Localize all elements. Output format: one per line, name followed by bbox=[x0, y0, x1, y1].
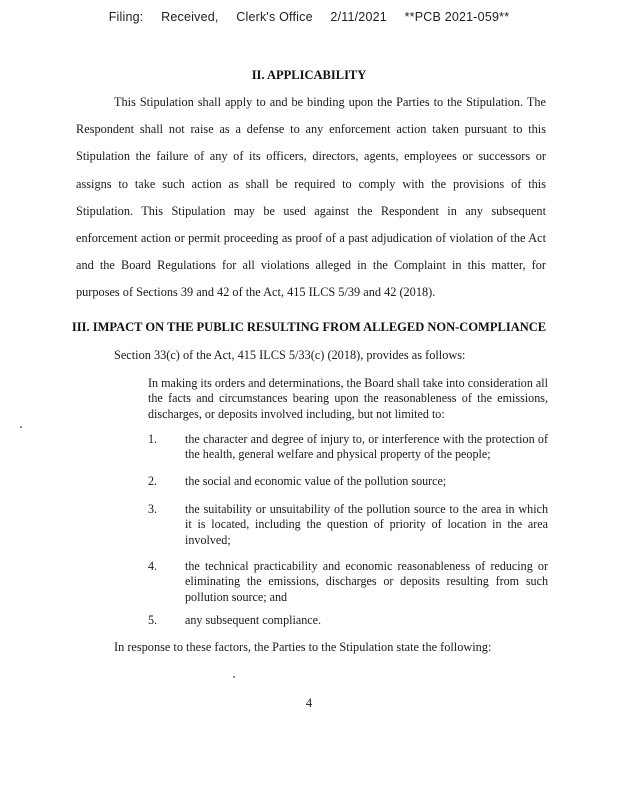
scan-speck bbox=[20, 426, 22, 428]
scan-speck bbox=[233, 676, 235, 678]
factor-number: 4. bbox=[148, 559, 158, 573]
filing-header bbox=[0, 10, 618, 24]
response-statement: In response to these factors, the Parties to the Stipulation state the following: bbox=[114, 640, 492, 654]
factor-text: the suitability or unsuitability of the pollution source to the area in which it is located, including the question of priority of location in the area involved; bbox=[185, 502, 548, 547]
filing-date: 2/11/2021 bbox=[330, 10, 387, 24]
factor-number: 3. bbox=[148, 502, 158, 516]
section-heading-impact: III. IMPACT ON THE PUBLIC RESULTING FROM ALLEGED NON-COMPLIANCE bbox=[71, 320, 547, 334]
factor-text: any subsequent compliance. bbox=[185, 613, 322, 627]
board-consideration-quote: In making its orders and determinations, the Board shall take into consideration all the facts and circumstances bearing upon the reasonableness of the emissions, discharges, or deposits involved including, but not limited to: bbox=[148, 376, 549, 421]
factor-text: the social and economic value of the pollution source; bbox=[185, 474, 447, 488]
page-number: 4 bbox=[305, 696, 313, 710]
applicability-paragraph: This Stipulation shall apply to and be binding upon the Parties to the Stipulation. The Respondent shall not raise as a defense to any enforcement action taken pursuant to this Stipulation the failure of any of its officers, directors, agents, employees or successors or assigns to take such action as shall be required to comply with the provisions of this Stipulation. This Stipulation may be used against the Respondent in any subsequent enforcement action or permit proceeding as proof of a past adjudication of violation of the Act and the Board Regulations for all violations alleged in the Complaint in this matter, for purposes of Sections 39 and 42 of the Act, 415 ILCS 5/39 and 42 (2018). bbox=[76, 95, 546, 300]
factor-number: 1. bbox=[148, 432, 158, 446]
section-heading-applicability: II. APPLICABILITY bbox=[251, 68, 367, 82]
received-label: Received, bbox=[161, 10, 219, 24]
clerks-office-label: Clerk's Office bbox=[236, 10, 313, 24]
docket-number: **PCB 2021-059** bbox=[404, 10, 510, 24]
filing-label: Filing: bbox=[108, 10, 144, 24]
section-33c-intro: Section 33(c) of the Act, 415 ILCS 5/33(c) (2018), provides as follows: bbox=[114, 348, 466, 362]
factor-text: the technical practicability and economic reasonableness of reducing or eliminating the emissions, discharges or deposits resulting from such pollution source; and bbox=[185, 559, 548, 604]
factor-text: the character and degree of injury to, or interference with the protection of the health, general welfare and physical property of the people; bbox=[185, 432, 548, 462]
factor-number: 2. bbox=[148, 474, 158, 488]
factor-number: 5. bbox=[148, 613, 158, 627]
